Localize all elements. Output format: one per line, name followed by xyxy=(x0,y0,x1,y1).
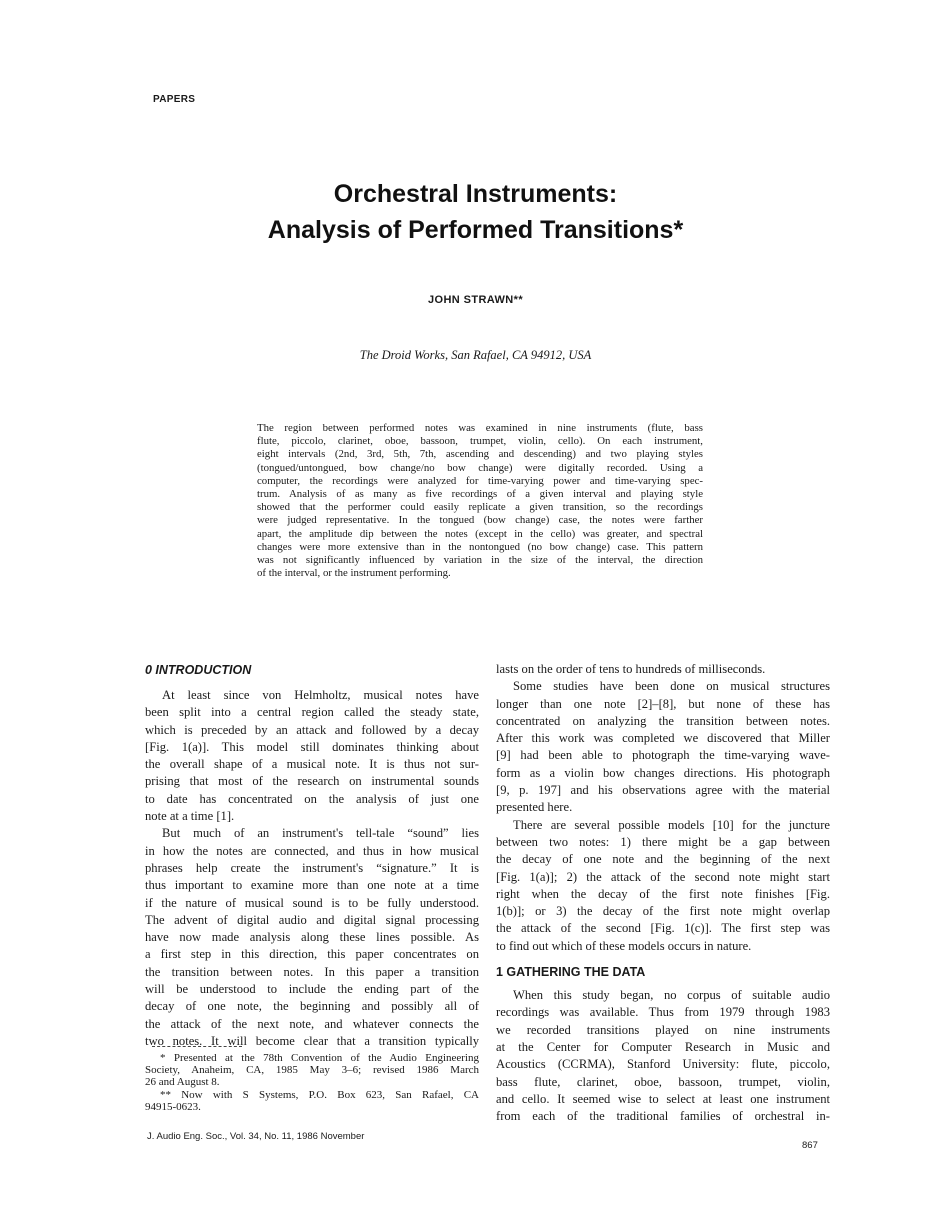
footnote-divider xyxy=(152,1046,242,1047)
author-name: JOHN STRAWN** xyxy=(427,294,524,306)
title-line-2: Analysis of Performed Transitions* xyxy=(267,216,684,244)
abstract-line: of the interval, or the instrument performing. xyxy=(257,567,451,580)
abstract-line: flute, piccolo, clarinet, oboe, bassoon, trumpet, violin, cello). On each instrument, xyxy=(257,435,703,448)
abstract xyxy=(257,422,703,580)
body-line: which is preceded by an attack and followed by a decay xyxy=(145,722,479,737)
body-line: right when the decay of the first note finishes [Fig. xyxy=(496,886,830,901)
body-line: to find out which of these models occurs in nature. xyxy=(496,938,752,953)
body-line: [9, p. 197] and his observations agree with the material xyxy=(496,783,830,798)
title-line-1: Orchestral Instruments: xyxy=(333,180,618,208)
body-line: longer than one note [2]–[8], but none of these has xyxy=(496,696,830,711)
author-affiliation: The Droid Works, San Rafael, CA 94912, USA xyxy=(359,348,592,362)
body-line: will be understood to include the ending part of the xyxy=(145,982,479,997)
abstract-line: changes were more extensive than in the nontongued (no bow change) case. This pattern xyxy=(257,540,703,553)
footnote-line: * Presented at the 78th Convention of the Audio Engineering xyxy=(160,1052,479,1064)
body-line: thus important to examine more than one note at a time xyxy=(145,878,479,893)
body-line: bass flute, clarinet, oboe, bassoon, trumpet, violin, xyxy=(496,1074,830,1089)
body-line: the transition between notes. In this paper a transition xyxy=(145,964,479,979)
body-line: At least since von Helmholtz, musical notes have xyxy=(162,688,479,702)
body-line: note at a time [1]. xyxy=(145,809,235,824)
body-line: Some studies have been done on musical structures xyxy=(513,679,830,694)
body-line: two notes. It will become clear that a transition typically xyxy=(145,1033,479,1048)
body-line: prising that most of the research on instrumental sounds xyxy=(145,774,479,789)
body-line: between two notes: 1) there might be a gap between xyxy=(496,834,830,849)
body-line: 1(b)]; or 3) the decay of the first note might overlap xyxy=(496,904,830,919)
body-line: from each of the traditional families of orchestral in- xyxy=(496,1109,830,1124)
body-line: [9] had been able to photograph the time-varying wave- xyxy=(496,748,830,763)
right-column xyxy=(496,661,830,1125)
body-line: decay of one note, the beginning and possibly all of xyxy=(145,999,479,1014)
abstract-line: was not significantly influenced by variation in the size of the interval, the direction xyxy=(257,553,703,566)
abstract-line: were judged representative. In the tongued (bow change) case, the notes were farther xyxy=(257,514,703,527)
body-line: a first step in this direction, this paper concentrates on xyxy=(145,947,479,962)
body-line: been split into a central region called the steady state, xyxy=(145,705,479,720)
abstract-line: eight intervals (2nd, 3rd, 5th, 7th, ascending and descending) and two playing styles xyxy=(257,448,703,461)
section-heading-gathering-data: 1 GATHERING THE DATA xyxy=(496,965,646,980)
footnote-line: Society, Anaheim, CA, 1985 May 3–6; revised 1986 March xyxy=(145,1064,479,1077)
body-line: lasts on the order of tens to hundreds of milliseconds. xyxy=(496,662,766,676)
abstract-line: apart, the amplitude dip between the notes (except in the cello) was greater, and spectral xyxy=(257,527,703,540)
abstract-line: (tongued/untongued, bow change/no bow change) were digitally recorded. Using a xyxy=(257,461,703,474)
body-line: to date has concentrated on the analysis of just one xyxy=(145,791,479,806)
left-column xyxy=(145,661,479,1050)
body-line: have now made analysis along these lines possible. As xyxy=(145,930,479,945)
footnote-line: 26 and August 8. xyxy=(145,1076,220,1089)
body-line: and cello. It seemed wise to select at least one instrument xyxy=(496,1091,830,1106)
page-number: 867 xyxy=(802,1140,818,1151)
paper-title xyxy=(0,176,951,248)
body-line: The advent of digital audio and digital signal processing xyxy=(145,912,479,927)
footnote-line: ** Now with S Systems, P.O. Box 623, San Rafael, CA xyxy=(160,1088,479,1101)
body-line: When this study began, no corpus of suitable audio xyxy=(513,988,830,1003)
abstract-line: The region between performed notes was examined in nine instruments (flute, bass xyxy=(257,422,703,434)
body-line: at the Center for Computer Research in Music and xyxy=(496,1039,830,1054)
body-line: [Fig. 1(a)]. This model still dominates thinking about xyxy=(145,739,479,754)
body-line: we recorded transitions played on nine instruments xyxy=(496,1022,830,1037)
body-line: [Fig. 1(a)]; 2) the attack of the second note might start xyxy=(496,869,830,884)
footnotes xyxy=(145,1052,479,1113)
abstract-line: showed that the performer could easily replicate a given transition, so the recordings xyxy=(257,501,703,514)
body-line: the overall shape of a musical note. It is thus not sur- xyxy=(145,757,479,772)
body-line: form as a violin bow changes directions. His photograph xyxy=(496,765,830,780)
body-line: in how the notes are connected, and thus in how musical xyxy=(145,843,479,858)
body-line: the attack of the second [Fig. 1(c)]. The first step was xyxy=(496,921,830,936)
journal-citation: J. Audio Eng. Soc., Vol. 34, No. 11, 1986 November xyxy=(147,1131,365,1142)
body-line: Acoustics (CCRMA), Stanford University: flute, piccolo, xyxy=(496,1057,830,1072)
body-line: the attack of the next note, and whatever connects the xyxy=(145,1016,479,1031)
footnote-line: 94915-0623. xyxy=(145,1100,201,1113)
body-line: recordings was available. Thus from 1979 through 1983 xyxy=(496,1005,830,1020)
abstract-line: trum. Analysis of as many as five recordings of a given interval and playing style xyxy=(257,487,703,500)
body-line: the decay of one note and the beginning of the next xyxy=(496,852,830,867)
section-heading-introduction: 0 INTRODUCTION xyxy=(145,663,252,677)
body-line: phrases help create the instrument's “signature.” It is xyxy=(145,860,479,875)
abstract-line: computer, the recordings were analyzed for time-varying power and time-varying spec- xyxy=(257,474,703,487)
body-line: But much of an instrument's tell-tale “sound” lies xyxy=(162,826,479,841)
body-line: After this work was completed we discovered that Miller xyxy=(496,731,830,746)
body-line: concentrated on analyzing the transition between notes. xyxy=(496,713,830,728)
body-line: if the nature of musical sound is to be fully understood. xyxy=(145,895,479,910)
section-label: PAPERS xyxy=(153,94,196,105)
body-line: presented here. xyxy=(496,800,573,815)
body-line: There are several possible models [10] for the juncture xyxy=(513,817,830,832)
